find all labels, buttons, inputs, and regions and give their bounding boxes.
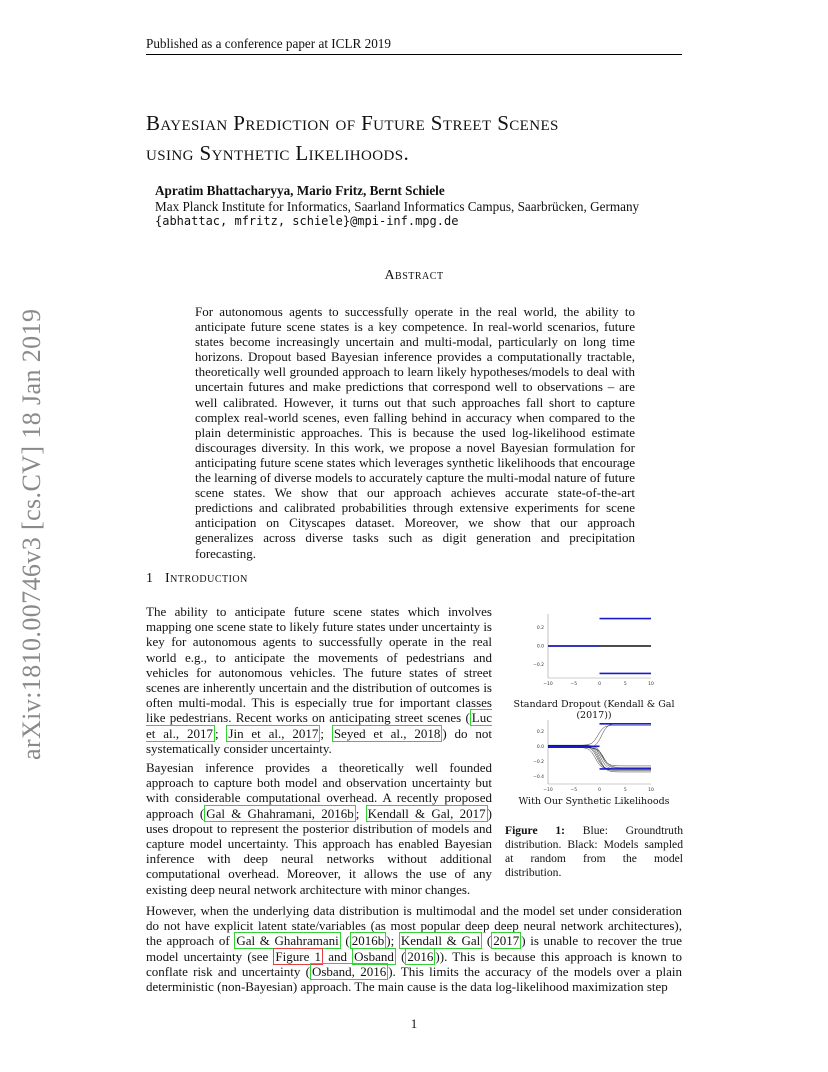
y-tick-label: −0.2 [533, 759, 544, 765]
figure1-plot-standard-dropout [506, 606, 666, 692]
section-heading [146, 571, 248, 587]
figure1-plot-synthetic-likelihoods [506, 714, 666, 796]
x-tick-label: 10 [648, 788, 654, 793]
citation-link[interactable]: Seyed et al., 2018 [333, 725, 441, 741]
y-tick-label: −0.4 [533, 774, 544, 780]
p2-text-a: Bayesian inference provides a theoretically well founded approach to capture both model and observation uncertainty but with considerable computational overhead. A recently proposed approach ( [146, 760, 492, 821]
y-tick-label: 0.0 [536, 744, 544, 750]
citation-link[interactable]: Osband, 2016 [311, 963, 387, 979]
citation-link[interactable]: Kendall & Gal, 2017 [367, 805, 486, 821]
title-line-2: using Synthetic Likelihoods. [146, 141, 410, 165]
p3-text-b: ). This limits the accuracy of the models over a plain deterministic (non-Bayesian) approach. The main cause is the data log-likelihood maximization step [146, 963, 683, 995]
p3-text-a: However, when the underlying data distribution is multimodal and the model set under consideration do not have explicit latent state/variables (as most popular deep deep neural network architectures), the approach of [146, 903, 682, 949]
citation-link[interactable]: 2016 [407, 948, 434, 964]
abstract-heading: Abstract [384, 268, 444, 283]
p2-text-b: ) uses dropout to represent the posterior distribution of models and capture model uncertainty. This approach has enabled Bayesian inference with deep neural networks without additional computational overhead. Moreover, it allows the use of any existing deep neural network architecture with minor changes. [146, 805, 492, 897]
page-number: 1 [410, 1016, 418, 1031]
figure1-caption-text: Blue: Groundtruth distribution. Black: Models sampled at random from the model distribution. [505, 824, 683, 879]
model-sample-curve [548, 745, 651, 766]
p1-text-b: ) do not systematically consider uncertainty. [146, 725, 492, 756]
p2-sep: ; [355, 805, 366, 821]
p3-s1: ( [340, 933, 350, 949]
citation-link[interactable]: 2017 [493, 933, 520, 949]
p3-s2: ); [386, 933, 399, 949]
x-tick-label: −10 [543, 682, 553, 687]
emails: {abhattac, mfritz, schiele}@mpi-inf.mpg.de [155, 214, 459, 228]
x-tick-label: 5 [623, 788, 627, 793]
section-number: 1 [146, 571, 153, 586]
model-sample-curve [548, 724, 651, 748]
citation-link[interactable]: Jin et al., 2017 [228, 725, 319, 741]
arxiv-stamp-text: arXiv:1810.00746v3 [cs.CV] 18 Jan 2019 [17, 308, 46, 760]
citation-link[interactable]: Gal & Ghahramani, 2016b [206, 805, 354, 821]
p3-s5: and [323, 948, 353, 964]
citation-link[interactable]: 2016b [351, 933, 385, 949]
figure1-subcaption-bottom: With Our Synthetic Likelihoods [518, 796, 670, 807]
p3-s4: ) is unable to recover the true model uncertainty (see [146, 933, 682, 964]
p1-sep-1: ; [214, 725, 227, 741]
x-tick-label: 5 [623, 682, 627, 687]
y-tick-label: −0.2 [533, 662, 544, 668]
title-line-1: Bayesian Prediction of Future Street Scenes [146, 111, 559, 135]
intro-paragraph-3 [146, 903, 682, 994]
intro-paragraph-2 [146, 760, 492, 897]
model-sample-curve [548, 745, 651, 769]
p3-s3: ( [482, 933, 492, 949]
citation-link[interactable]: Gal & Ghahramani [236, 933, 339, 949]
paper-title [146, 108, 706, 168]
x-tick-label: 0 [598, 788, 601, 793]
authors: Apratim Bhattacharyya, Mario Fritz, Bernt Schiele [155, 183, 445, 198]
abstract-text: For autonomous agents to successfully operate in the real world, the ability to anticipate future scene states is a key competence. In real-world scenarios, future states become increasingly uncertain and multi-modal, particularly on long time horizons. Dropout based Bayesian inference provides a computationally tractable, theoretically well grounded approach to learn likely hypotheses/models to deal with uncertain futures and make predictions that correspond well to observations – are well calibrated. However, it turns out that such approaches fall short to capture complex real-world scenes, even falling behind in accuracy when compared to the plain deterministic approaches. This is because the used log-likelihood estimate discourages diversity. In this work, we propose a novel Bayesian formulation for anticipating future scene states which leverages synthetic likelihoods that encourage the learning of diverse models to accurately capture the multi-modal nature of future scene states. We show that our approach achieves accurate state-of-the-art predictions and calibrated probabilities through extensive experiments for scene anticipation on Cityscapes dataset. Moreover, we show that our approach generalizes across diverse tasks such as digit generation and precipitation forecasting. [195, 304, 635, 561]
section-title: Introduction [165, 571, 248, 586]
p1-sep-2: ; [320, 725, 332, 741]
figure1-caption [505, 824, 683, 880]
figure1-subcaption-top: Standard Dropout (Kendall & Gal (2017)) [513, 699, 675, 721]
y-tick-label: 0.0 [536, 644, 544, 650]
x-tick-label: −5 [570, 788, 578, 793]
y-tick-label: 0.2 [536, 729, 544, 735]
affiliation: Max Planck Institute for Informatics, Saarland Informatics Campus, Saarbrücken, Germany [155, 199, 640, 214]
p3-s7: )). This is because this approach is known to conflate risk and uncertainty ( [146, 948, 682, 979]
x-tick-label: −10 [543, 788, 553, 793]
p1-text-a: The ability to anticipate future scene states which involves mapping one scene state to likely future states under uncertainty is key for autonomous agents to successfully operate in the real world e.g., to anticipate the movements of pedestrians and vehicles for autonomous vehicles. The future states of street scenes are inherently uncertain and the distribution of outcomes is often multi-modal. This is especially true for important classes like pedestrians. Recent works on anticipating street scenes ( [146, 604, 492, 726]
citation-link[interactable]: Osband [354, 948, 394, 964]
intro-paragraph-1 [146, 604, 492, 756]
figure-reference-link[interactable]: Figure 1 [275, 948, 322, 964]
running-header: Published as a conference paper at ICLR 2019 [146, 36, 391, 51]
x-tick-label: 10 [648, 682, 654, 687]
arxiv-stamp [17, 290, 46, 760]
figure1-label: Figure 1: [505, 824, 566, 837]
y-tick-label: 0.2 [536, 626, 544, 632]
x-tick-label: 0 [598, 682, 601, 687]
p3-s6: ( [395, 948, 406, 964]
model-sample-curve [548, 725, 651, 745]
citation-link[interactable]: Luc et al., 2017 [146, 710, 492, 741]
citation-link[interactable]: Kendall & Gal [400, 933, 481, 949]
header-rule [146, 54, 682, 55]
x-tick-label: −5 [570, 682, 578, 687]
